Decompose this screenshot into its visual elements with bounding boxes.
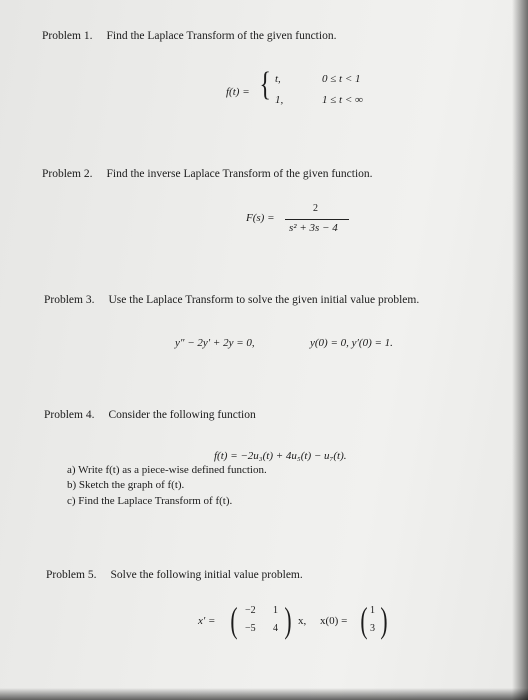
p2-fraction-bar — [285, 219, 349, 220]
p4-item-b: b) Sketch the graph of f(t). — [67, 479, 185, 491]
problem-1-label: Problem 1. — [42, 30, 93, 42]
problem-2-text: Find the inverse Laplace Transform of the given function. — [106, 168, 373, 180]
p1-brace: { — [259, 66, 271, 103]
p1-case1-cond: 0 ≤ t < 1 — [322, 73, 361, 85]
p1-case1-expr: t, — [275, 73, 281, 85]
p2-numerator: 2 — [313, 203, 318, 214]
p4-equation: f(t) = −2u₃(t) + 4u₅(t) − u₇(t). — [214, 450, 347, 462]
problem-5-text: Solve the following initial value problem. — [110, 569, 303, 581]
p5-ic2: 3 — [370, 623, 375, 634]
problem-5-label: Problem 5. — [46, 569, 97, 581]
p4-item-c: c) Find the Laplace Transform of f(t). — [67, 495, 233, 507]
p2-lhs: F(s) = — [246, 212, 275, 224]
p2-denominator: s² + 3s − 4 — [289, 222, 338, 234]
p1-case2-cond: 1 ≤ t < ∞ — [322, 94, 363, 106]
problem-3-label: Problem 3. — [44, 294, 95, 306]
problem-4-label: Problem 4. — [44, 409, 95, 421]
p1-case2-expr: 1, — [275, 94, 284, 106]
page-edge-shadow-bottom — [0, 688, 528, 700]
p5-ic1: 1 — [370, 605, 375, 616]
p5-matrix-left-paren: ( — [230, 600, 238, 640]
p4-item-a: a) Write f(t) as a piece-wise defined function. — [67, 464, 267, 476]
problem-4-heading — [44, 409, 256, 421]
p5-a12: 1 — [273, 605, 278, 616]
p5-ic-lhs: x(0) = — [320, 615, 348, 627]
problem-2-heading — [42, 168, 373, 180]
problem-3-text: Use the Laplace Transform to solve the given initial value problem. — [108, 294, 420, 306]
p3-equation: y″ − 2y′ + 2y = 0, — [175, 337, 255, 349]
problem-2-label: Problem 2. — [42, 168, 93, 180]
problem-1-text: Find the Laplace Transform of the given function. — [106, 30, 337, 42]
p5-a22: 4 — [273, 623, 278, 634]
p5-x-var: x, — [298, 615, 307, 627]
problem-1-heading — [42, 30, 336, 42]
p5-a21: −5 — [245, 623, 256, 634]
page-edge-shadow-right — [512, 0, 528, 700]
p5-lhs: x′ = — [198, 615, 216, 627]
p5-ic-left-paren: ( — [360, 600, 368, 640]
p5-a11: −2 — [245, 605, 256, 616]
p5-ic-right-paren: ) — [380, 600, 388, 640]
p3-conditions: y(0) = 0, y′(0) = 1. — [310, 337, 393, 349]
p1-lhs: f(t) = — [226, 86, 250, 98]
problem-3-heading — [44, 294, 419, 306]
p5-matrix-right-paren: ) — [284, 600, 292, 640]
problem-4-text: Consider the following function — [108, 409, 256, 421]
problem-5-heading — [46, 569, 303, 581]
